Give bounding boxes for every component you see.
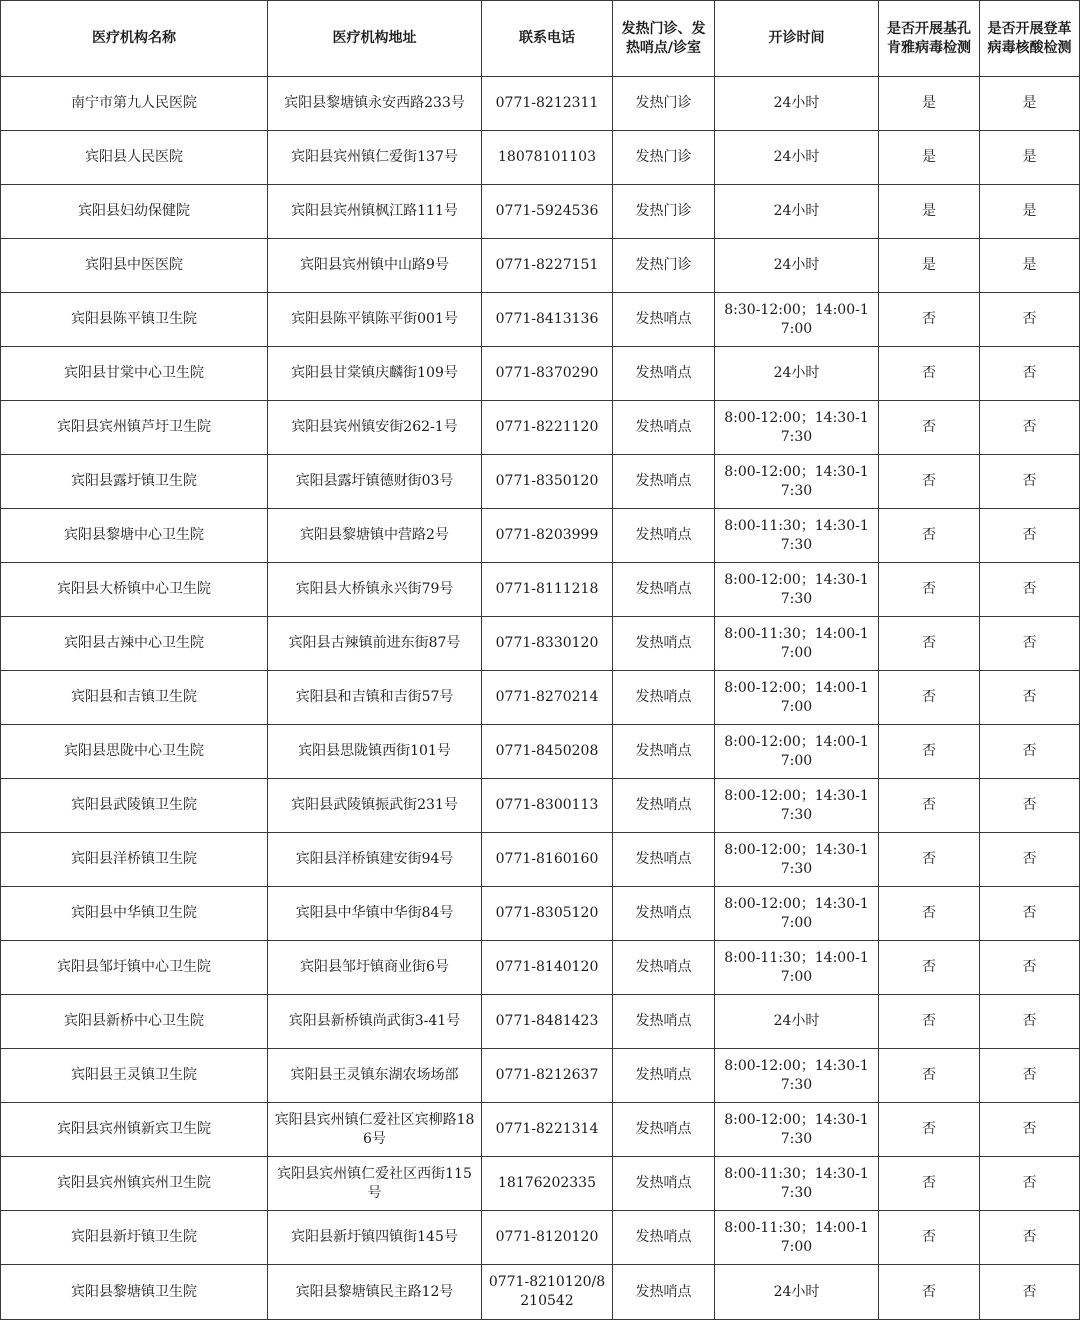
table-row: [1, 887, 1080, 941]
cell-dengue-test: 否: [980, 617, 1080, 671]
cell-institution-name: 宾阳县甘棠中心卫生院: [1, 347, 268, 401]
cell-phone: 0771-8203999: [482, 509, 613, 563]
cell-dengue-test: 否: [980, 779, 1080, 833]
cell-dengue-test: 是: [980, 131, 1080, 185]
cell-chikungunya-test: 否: [879, 941, 980, 995]
cell-chikungunya-test: 是: [879, 185, 980, 239]
cell-opening-hours: 8:00-11:30；14:30-17:30: [715, 1157, 879, 1211]
cell-chikungunya-test: 否: [879, 1157, 980, 1211]
cell-opening-hours: 8:00-11:30；14:00-17:00: [715, 617, 879, 671]
cell-clinic-type: 发热门诊: [613, 239, 715, 293]
table-row: [1, 833, 1080, 887]
cell-dengue-test: 否: [980, 1157, 1080, 1211]
cell-chikungunya-test: 否: [879, 1049, 980, 1103]
cell-phone: 0771-5924536: [482, 185, 613, 239]
cell-chikungunya-test: 是: [879, 77, 980, 131]
table-row: [1, 1211, 1080, 1265]
cell-dengue-test: 否: [980, 995, 1080, 1049]
table-row: [1, 1103, 1080, 1157]
cell-chikungunya-test: 否: [879, 671, 980, 725]
cell-opening-hours: 8:00-11:30；14:00-17:00: [715, 1211, 879, 1265]
cell-clinic-type: 发热哨点: [613, 725, 715, 779]
cell-institution-address: 宾阳县武陵镇振武街231号: [268, 779, 482, 833]
cell-phone: 0771-8300113: [482, 779, 613, 833]
cell-institution-address: 宾阳县新圩镇四镇街145号: [268, 1211, 482, 1265]
cell-clinic-type: 发热哨点: [613, 1265, 715, 1320]
table-row: [1, 1157, 1080, 1211]
table-row: [1, 995, 1080, 1049]
cell-opening-hours: 8:00-12:00；14:30-17:30: [715, 833, 879, 887]
cell-clinic-type: 发热哨点: [613, 1049, 715, 1103]
cell-clinic-type: 发热哨点: [613, 509, 715, 563]
table-row: [1, 131, 1080, 185]
table-row: [1, 293, 1080, 347]
cell-opening-hours: 8:00-12:00；14:00-17:00: [715, 671, 879, 725]
cell-institution-address: 宾阳县黎塘镇民主路12号: [268, 1265, 482, 1320]
cell-clinic-type: 发热哨点: [613, 617, 715, 671]
cell-chikungunya-test: 是: [879, 239, 980, 293]
cell-clinic-type: 发热哨点: [613, 401, 715, 455]
cell-institution-address: 宾阳县新桥镇尚武街3-41号: [268, 995, 482, 1049]
cell-chikungunya-test: 否: [879, 1211, 980, 1265]
cell-clinic-type: 发热哨点: [613, 1157, 715, 1211]
cell-chikungunya-test: 否: [879, 1265, 980, 1320]
cell-clinic-type: 发热门诊: [613, 131, 715, 185]
cell-institution-name: 宾阳县人民医院: [1, 131, 268, 185]
cell-dengue-test: 否: [980, 347, 1080, 401]
header-fever-clinic-type: 发热门诊、发热哨点/诊室: [613, 1, 715, 77]
cell-phone: 0771-8227151: [482, 239, 613, 293]
table-row: [1, 455, 1080, 509]
table-row: [1, 509, 1080, 563]
cell-institution-address: 宾阳县和吉镇和吉街57号: [268, 671, 482, 725]
cell-dengue-test: 否: [980, 1103, 1080, 1157]
cell-chikungunya-test: 否: [879, 509, 980, 563]
cell-phone: 0771-8350120: [482, 455, 613, 509]
cell-opening-hours: 24小时: [715, 239, 879, 293]
cell-institution-address: 宾阳县甘棠镇庆麟街109号: [268, 347, 482, 401]
header-phone: 联系电话: [482, 1, 613, 77]
cell-opening-hours: 24小时: [715, 185, 879, 239]
table-row: [1, 1049, 1080, 1103]
cell-chikungunya-test: 否: [879, 1103, 980, 1157]
cell-clinic-type: 发热哨点: [613, 293, 715, 347]
cell-opening-hours: 8:00-12:00；14:00-17:00: [715, 725, 879, 779]
cell-dengue-test: 否: [980, 455, 1080, 509]
cell-institution-name: 宾阳县中华镇卫生院: [1, 887, 268, 941]
cell-opening-hours: 8:00-12:00；14:30-17:30: [715, 1103, 879, 1157]
cell-phone: 0771-8481423: [482, 995, 613, 1049]
cell-phone: 0771-8413136: [482, 293, 613, 347]
cell-institution-address: 宾阳县宾州镇仁爱社区西街115号: [268, 1157, 482, 1211]
cell-chikungunya-test: 否: [879, 725, 980, 779]
cell-phone: 0771-8270214: [482, 671, 613, 725]
cell-phone: 0771-8330120: [482, 617, 613, 671]
cell-institution-address: 宾阳县宾州镇中山路9号: [268, 239, 482, 293]
cell-clinic-type: 发热哨点: [613, 779, 715, 833]
cell-clinic-type: 发热哨点: [613, 455, 715, 509]
cell-opening-hours: 8:30-12:00；14:00-17:00: [715, 293, 879, 347]
table-row: [1, 185, 1080, 239]
cell-chikungunya-test: 否: [879, 833, 980, 887]
cell-dengue-test: 否: [980, 833, 1080, 887]
cell-institution-address: 宾阳县宾州镇枫江路111号: [268, 185, 482, 239]
cell-institution-name: 宾阳县洋桥镇卫生院: [1, 833, 268, 887]
header-institution-address: 医疗机构地址: [268, 1, 482, 77]
cell-chikungunya-test: 是: [879, 131, 980, 185]
cell-phone: 0771-8140120: [482, 941, 613, 995]
cell-opening-hours: 8:00-12:00；14:30-17:30: [715, 455, 879, 509]
cell-phone: 0771-8450208: [482, 725, 613, 779]
cell-opening-hours: 24小时: [715, 131, 879, 185]
cell-dengue-test: 否: [980, 509, 1080, 563]
cell-clinic-type: 发热哨点: [613, 995, 715, 1049]
cell-opening-hours: 8:00-11:30；14:30-17:30: [715, 509, 879, 563]
cell-opening-hours: 24小时: [715, 77, 879, 131]
cell-institution-name: 南宁市第九人民医院: [1, 77, 268, 131]
table-row: [1, 239, 1080, 293]
cell-institution-address: 宾阳县陈平镇陈平街001号: [268, 293, 482, 347]
cell-phone: 0771-8212637: [482, 1049, 613, 1103]
cell-dengue-test: 否: [980, 563, 1080, 617]
cell-dengue-test: 是: [980, 239, 1080, 293]
cell-clinic-type: 发热门诊: [613, 77, 715, 131]
cell-institution-name: 宾阳县王灵镇卫生院: [1, 1049, 268, 1103]
cell-institution-address: 宾阳县大桥镇永兴街79号: [268, 563, 482, 617]
cell-dengue-test: 否: [980, 401, 1080, 455]
cell-clinic-type: 发热哨点: [613, 347, 715, 401]
cell-chikungunya-test: 否: [879, 401, 980, 455]
cell-dengue-test: 是: [980, 185, 1080, 239]
cell-dengue-test: 是: [980, 77, 1080, 131]
cell-chikungunya-test: 否: [879, 455, 980, 509]
cell-institution-address: 宾阳县黎塘镇中营路2号: [268, 509, 482, 563]
table-row: [1, 563, 1080, 617]
cell-institution-address: 宾阳县中华镇中华街84号: [268, 887, 482, 941]
cell-institution-name: 宾阳县妇幼保健院: [1, 185, 268, 239]
cell-chikungunya-test: 否: [879, 563, 980, 617]
header-institution-name: 医疗机构名称: [1, 1, 268, 77]
cell-institution-address: 宾阳县黎塘镇永安西路233号: [268, 77, 482, 131]
cell-opening-hours: 8:00-12:00；14:30-17:30: [715, 779, 879, 833]
table-row: [1, 671, 1080, 725]
table-header: [1, 1, 1080, 77]
cell-institution-address: 宾阳县洋桥镇建安街94号: [268, 833, 482, 887]
cell-opening-hours: 8:00-12:00；14:30-17:30: [715, 401, 879, 455]
cell-institution-address: 宾阳县宾州镇安街262-1号: [268, 401, 482, 455]
table-row: [1, 941, 1080, 995]
cell-phone: 0771-8160160: [482, 833, 613, 887]
cell-clinic-type: 发热哨点: [613, 1103, 715, 1157]
cell-institution-name: 宾阳县古辣中心卫生院: [1, 617, 268, 671]
cell-institution-name: 宾阳县邹圩镇中心卫生院: [1, 941, 268, 995]
cell-institution-name: 宾阳县武陵镇卫生院: [1, 779, 268, 833]
cell-institution-name: 宾阳县中医医院: [1, 239, 268, 293]
cell-institution-address: 宾阳县露圩镇德财街03号: [268, 455, 482, 509]
cell-phone: 0771-8111218: [482, 563, 613, 617]
cell-dengue-test: 否: [980, 1211, 1080, 1265]
cell-institution-address: 宾阳县宾州镇仁爱街137号: [268, 131, 482, 185]
cell-opening-hours: 8:00-12:00；14:30-17:30: [715, 1049, 879, 1103]
cell-institution-name: 宾阳县和吉镇卫生院: [1, 671, 268, 725]
cell-phone: 18176202335: [482, 1157, 613, 1211]
cell-opening-hours: 8:00-12:00；14:30-17:30: [715, 563, 879, 617]
cell-institution-name: 宾阳县宾州镇宾州卫生院: [1, 1157, 268, 1211]
table-row: [1, 401, 1080, 455]
cell-clinic-type: 发热门诊: [613, 185, 715, 239]
cell-institution-name: 宾阳县大桥镇中心卫生院: [1, 563, 268, 617]
cell-institution-name: 宾阳县陈平镇卫生院: [1, 293, 268, 347]
cell-clinic-type: 发热哨点: [613, 563, 715, 617]
cell-chikungunya-test: 否: [879, 293, 980, 347]
cell-institution-name: 宾阳县新圩镇卫生院: [1, 1211, 268, 1265]
cell-institution-address: 宾阳县邹圩镇商业街6号: [268, 941, 482, 995]
cell-institution-name: 宾阳县思陇中心卫生院: [1, 725, 268, 779]
table-row: [1, 779, 1080, 833]
cell-dengue-test: 否: [980, 293, 1080, 347]
cell-chikungunya-test: 否: [879, 995, 980, 1049]
cell-opening-hours: 8:00-11:30；14:00-17:00: [715, 941, 879, 995]
cell-dengue-test: 否: [980, 1049, 1080, 1103]
cell-institution-name: 宾阳县露圩镇卫生院: [1, 455, 268, 509]
cell-clinic-type: 发热哨点: [613, 671, 715, 725]
header-chikungunya-test: 是否开展基孔肯雅病毒检测: [879, 1, 980, 77]
cell-opening-hours: 8:00-12:00；14:30-17:00: [715, 887, 879, 941]
table-body: [1, 77, 1080, 1320]
cell-chikungunya-test: 否: [879, 617, 980, 671]
cell-phone: 0771-8210120/8210542: [482, 1265, 613, 1320]
cell-institution-name: 宾阳县黎塘中心卫生院: [1, 509, 268, 563]
cell-opening-hours: 24小时: [715, 1265, 879, 1320]
cell-clinic-type: 发热哨点: [613, 833, 715, 887]
cell-institution-name: 宾阳县宾州镇新宾卫生院: [1, 1103, 268, 1157]
cell-dengue-test: 否: [980, 725, 1080, 779]
cell-institution-address: 宾阳县古辣镇前进东街87号: [268, 617, 482, 671]
cell-phone: 0771-8370290: [482, 347, 613, 401]
cell-clinic-type: 发热哨点: [613, 1211, 715, 1265]
cell-institution-name: 宾阳县宾州镇芦圩卫生院: [1, 401, 268, 455]
cell-opening-hours: 24小时: [715, 347, 879, 401]
cell-chikungunya-test: 否: [879, 779, 980, 833]
header-row: [1, 1, 1080, 77]
cell-institution-address: 宾阳县宾州镇仁爱社区宾柳路186号: [268, 1103, 482, 1157]
cell-clinic-type: 发热哨点: [613, 887, 715, 941]
cell-dengue-test: 否: [980, 941, 1080, 995]
cell-chikungunya-test: 否: [879, 347, 980, 401]
cell-phone: 0771-8120120: [482, 1211, 613, 1265]
cell-dengue-test: 否: [980, 1265, 1080, 1320]
cell-opening-hours: 24小时: [715, 995, 879, 1049]
cell-phone: 0771-8221120: [482, 401, 613, 455]
cell-dengue-test: 否: [980, 887, 1080, 941]
table-row: [1, 77, 1080, 131]
table-row: [1, 617, 1080, 671]
cell-dengue-test: 否: [980, 671, 1080, 725]
header-dengue-test: 是否开展登革病毒核酸检测: [980, 1, 1080, 77]
cell-institution-name: 宾阳县新桥中心卫生院: [1, 995, 268, 1049]
table-row: [1, 1265, 1080, 1320]
cell-phone: 0771-8221314: [482, 1103, 613, 1157]
cell-institution-address: 宾阳县王灵镇东湖农场场部: [268, 1049, 482, 1103]
cell-phone: 0771-8212311: [482, 77, 613, 131]
cell-chikungunya-test: 否: [879, 887, 980, 941]
header-opening-hours: 开诊时间: [715, 1, 879, 77]
cell-clinic-type: 发热哨点: [613, 941, 715, 995]
cell-institution-address: 宾阳县思陇镇西街101号: [268, 725, 482, 779]
table-row: [1, 725, 1080, 779]
table-row: [1, 347, 1080, 401]
cell-institution-name: 宾阳县黎塘镇卫生院: [1, 1265, 268, 1320]
cell-phone: 0771-8305120: [482, 887, 613, 941]
cell-phone: 18078101103: [482, 131, 613, 185]
